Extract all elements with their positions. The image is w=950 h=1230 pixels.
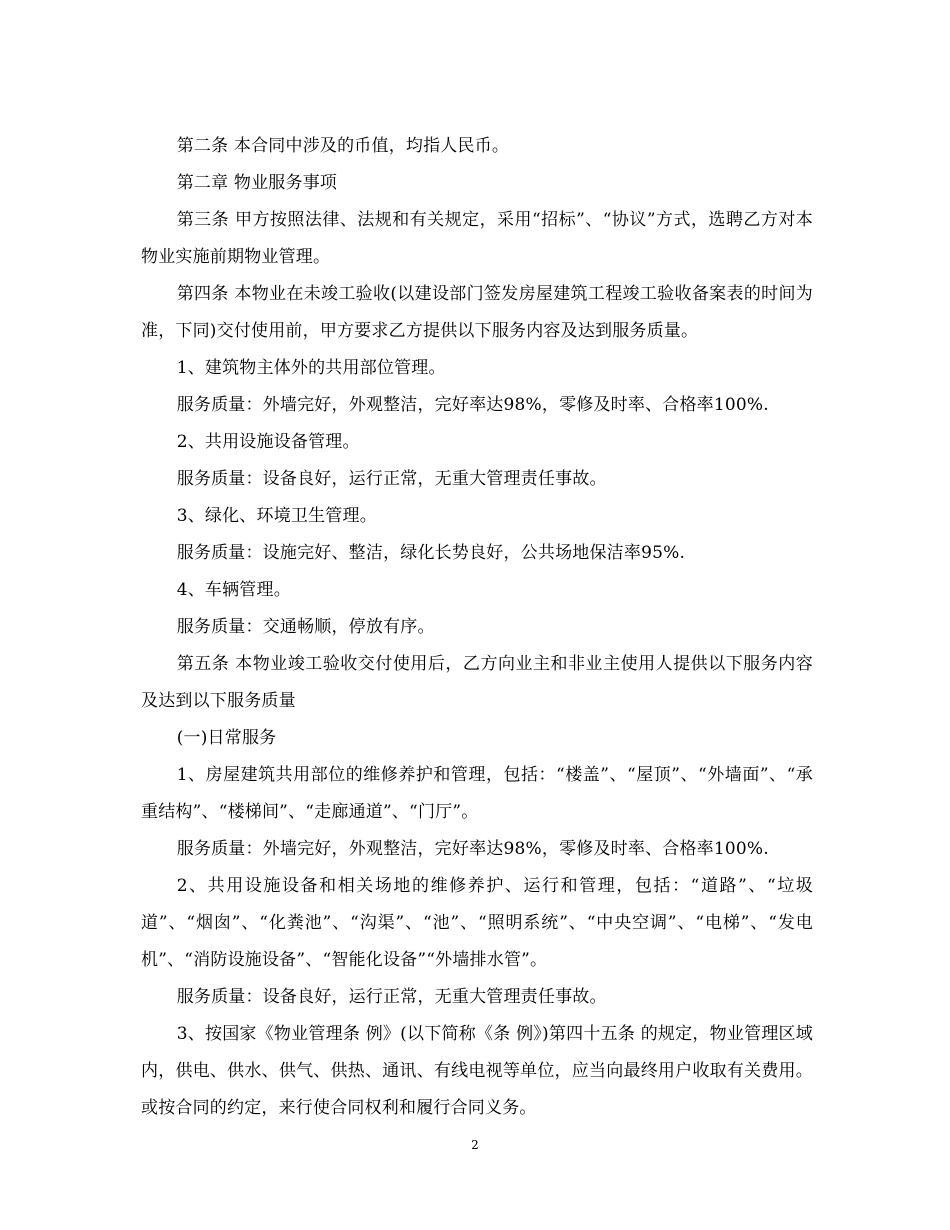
document-body [141, 128, 813, 1127]
page-number: 2 [471, 1138, 479, 1152]
service-quality-1: 服务质量：外墙完好，外观整洁，完好率达98%，零修及时率、合格率100%. [176, 395, 769, 415]
section-heading-daily-service: (一)日常服务 [176, 728, 277, 748]
paragraph-article-5: 第五条 本物业竣工验收交付使用后，乙方向业主和非业主使用人提供以下服务内容及达到以下服务质量 [141, 654, 813, 711]
chapter-heading-2: 第二章 物业服务事项 [176, 173, 338, 193]
daily-service-quality-1: 服务质量：外墙完好，外观整洁，完好率达98%，零修及时率、合格率100%. [176, 839, 769, 859]
list-item-2: 2、共用设施设备管理。 [176, 432, 360, 452]
service-quality-3: 服务质量：设施完好、整洁，绿化长势良好，公共场地保洁率95%. [176, 543, 686, 563]
paragraph-article-4: 第四条 本物业在未竣工验收(以建设部门签发房屋建筑工程竣工验收备案表的时间为准，下同)交付使用前，甲方要求乙方提供以下服务内容及达到服务质量。 [141, 284, 813, 341]
list-item-4: 4、车辆管理。 [176, 580, 291, 600]
service-quality-4: 服务质量：交通畅顺，停放有序。 [176, 617, 435, 637]
daily-item-3: 3、按国家《物业管理条 例》(以下简称《条 例》)第四十五条 的规定，物业管理区域内，供电、供水、供气、供热、通讯、有线电视等单位，应当向最终用户收取有关费用。或按合同的约定，来行使合同权利和履行合同义务。 [141, 1024, 813, 1118]
paragraph-article-2: 第二条 本合同中涉及的币值，均指人民币。 [176, 136, 510, 156]
service-quality-2: 服务质量：设备良好，运行正常，无重大管理责任事故。 [176, 469, 607, 489]
list-item-1: 1、建筑物主体外的共用部位管理。 [176, 358, 446, 378]
daily-item-2: 2、共用设施设备和相关场地的维修养护、运行和管理，包括：“道路”、“垃圾道”、“烟囱”、“化粪池”、“沟渠”、“池”、“照明系统”、“中央空调”、“电梯”、“发电机”、“消防设施设备”、“智能化设备”“外墙排水管”。 [141, 876, 813, 970]
paragraph-article-3: 第三条 甲方按照法律、法规和有关规定，采用“招标”、“协议”方式，选聘乙方对本物业实施前期物业管理。 [141, 210, 813, 267]
daily-item-1: 1、房屋建筑共用部位的维修养护和管理，包括：“楼盖”、“屋顶”、“外墙面”、“承重结构”、“楼梯间”、“走廊通道”、“门厅”。 [141, 765, 813, 822]
daily-service-quality-2: 服务质量：设备良好，运行正常，无重大管理责任事故。 [176, 987, 607, 1007]
list-item-3: 3、绿化、环境卫生管理。 [176, 506, 377, 526]
